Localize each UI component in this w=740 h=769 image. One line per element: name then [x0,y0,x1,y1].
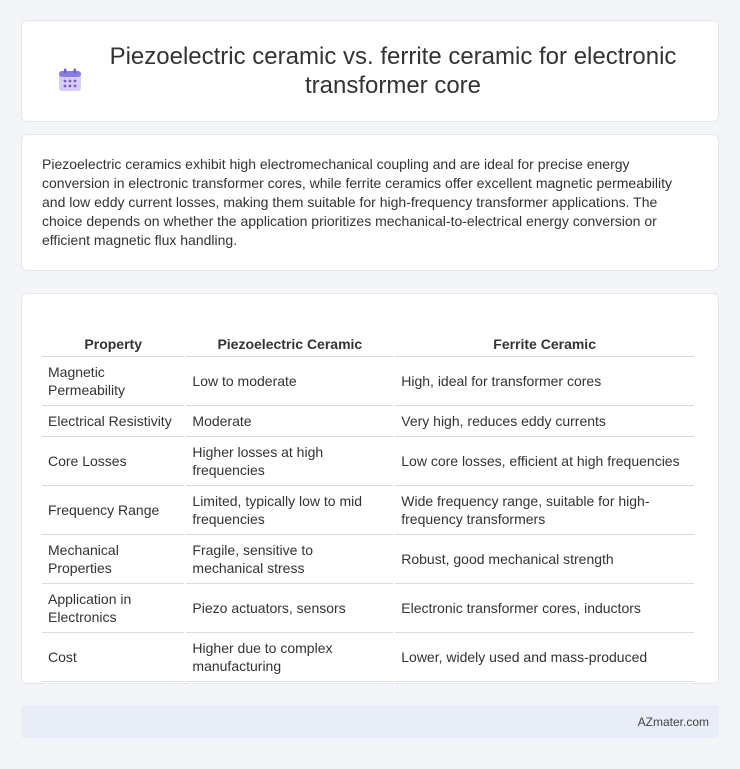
cell-property: Application in Electronics [42,584,184,633]
comparison-table [40,314,696,682]
title-card [21,20,719,122]
table-row [42,357,694,406]
summary-card [21,134,719,271]
cell-piezoelectric: Low to moderate [186,357,393,406]
footer-bar [21,705,719,738]
cell-ferrite: High, ideal for transformer cores [395,357,694,406]
table-row [42,535,694,584]
header-property: Property [42,314,184,357]
table-header-row [42,314,694,357]
table-row [42,486,694,535]
cell-ferrite: Electronic transformer cores, inductors [395,584,694,633]
header-ferrite: Ferrite Ceramic [395,314,694,357]
cell-property: Electrical Resistivity [42,406,184,437]
table-row [42,406,694,437]
cell-piezoelectric: Fragile, sensitive to mechanical stress [186,535,393,584]
cell-ferrite: Wide frequency range, suitable for high-frequency transformers [395,486,694,535]
title-row [50,42,690,100]
calendar-icon [57,67,83,93]
cell-piezoelectric: Piezo actuators, sensors [186,584,393,633]
cell-piezoelectric: Higher due to complex manufacturing [186,633,393,682]
cell-ferrite: Robust, good mechanical strength [395,535,694,584]
comparison-card [21,293,719,684]
cell-ferrite: Low core losses, efficient at high frequencies [395,437,694,486]
cell-property: Core Losses [42,437,184,486]
cell-property: Magnetic Permeability [42,357,184,406]
cell-piezoelectric: Limited, typically low to mid frequencies [186,486,393,535]
cell-property: Mechanical Properties [42,535,184,584]
table-row [42,437,694,486]
table-row [42,633,694,682]
footer-brand: AZmater.com [637,714,709,729]
table-row [42,584,694,633]
cell-property: Frequency Range [42,486,184,535]
summary-text: Piezoelectric ceramics exhibit high electromechanical coupling and are ideal for precise energy conversion in electronic transformer cores, while ferrite ceramics offer excellent magnetic permeability and low eddy current losses, making them suitable for high-frequency transformer applications. The choice depends on whether the application prioritizes mechanical-to-electrical energy conversion or efficient magnetic flux handling. [42,156,672,248]
cell-piezoelectric: Higher losses at high frequencies [186,437,393,486]
cell-piezoelectric: Moderate [186,406,393,437]
cell-ferrite: Lower, widely used and mass-produced [395,633,694,682]
cell-property: Cost [42,633,184,682]
cell-ferrite: Very high, reduces eddy currents [395,406,694,437]
page-title: Piezoelectric ceramic vs. ferrite ceramic for electronic transformer core [109,43,677,99]
header-piezoelectric: Piezoelectric Ceramic [186,314,393,357]
